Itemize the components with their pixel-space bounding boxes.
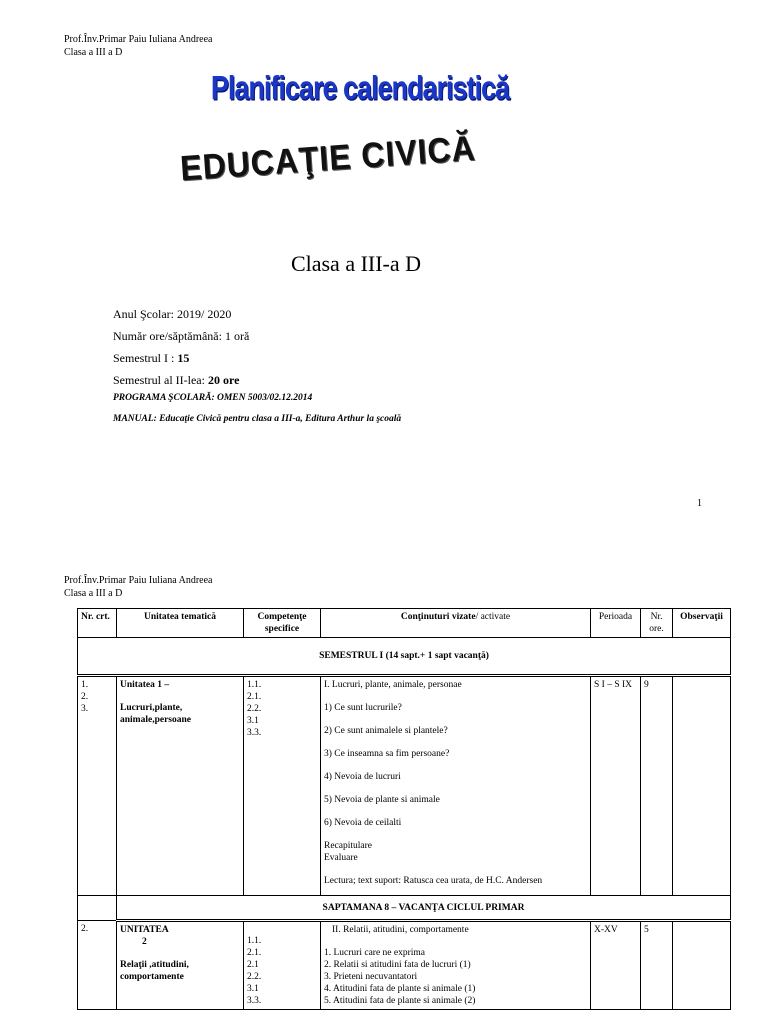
header-period: Perioada	[591, 609, 641, 638]
header-competences: Competenţe specifice	[244, 609, 321, 638]
class-name: Clasa a III a D	[64, 588, 123, 599]
row1-competences: 1.1. 2.1. 2.2. 3.1 3.3.	[244, 676, 321, 896]
document-title: Planificare calendaristică	[210, 69, 510, 107]
row1-unit: Unitatea 1 – Lucruri,plante, animale,persoane	[117, 676, 244, 896]
row1-observations	[673, 676, 731, 896]
vacation-banner-row	[78, 896, 731, 921]
row2-period: X-XV	[591, 921, 641, 1010]
subject-title: EDUCAŢIE CIVICĂ	[178, 127, 477, 189]
semester-banner: SEMESTRUL I (14 sapt.+ 1 sapt vacanţă)	[78, 638, 731, 676]
table-row	[78, 921, 731, 1010]
author-name: Prof.Înv.Primar Paiu Iuliana Andreea	[64, 34, 213, 45]
page-number: 1	[697, 498, 702, 509]
author-name: Prof.Înv.Primar Paiu Iuliana Andreea	[64, 575, 213, 586]
header-contents: Conţinuturi vizate/ activate	[321, 609, 591, 638]
class-line: Clasa a III-a D	[290, 251, 422, 276]
header-observations: Observaţii	[673, 609, 731, 638]
row1-contents: I. Lucruri, plante, animale, personae 1) Ce sunt lucrurile? 2) Ce sunt animalele si plantele? 3) Ce inseamna sa fim persoane? 4) Nevoia de lucruri 5) Nevoia de plante si animale 6) Nevoia de ceilalti Recapitulare Evaluare Lectura; text suport: Ratusca cea urata, de H.C. Andersen	[321, 676, 591, 896]
row2-nr: 2.	[78, 921, 117, 1010]
row2-contents: II. Relatii, atitudini, comportamente 1. Lucruri care ne exprima 2. Relatii si atitudini fata de lucruri (1) 3. Prieteni necuvantatori 4. Atitudini fata de plante si animale (1) 5. Atitudini fata de plante si animale (2)	[321, 921, 591, 1010]
table-row	[78, 676, 731, 896]
row2-unit: UNITATEA 2 Relaţii ,atitudini, comportamente	[117, 921, 244, 1010]
hours-per-week: Număr ore/săptămână: 1 oră	[113, 329, 250, 343]
manual-info: MANUAL: Educaţie Civică pentru clasa a III-a, Editura Arthur la şcoală	[113, 414, 402, 424]
header-unit: Unitatea tematică	[117, 609, 244, 638]
class-name: Clasa a III a D	[64, 47, 123, 58]
header-hours: Nr. ore.	[641, 609, 673, 638]
row1-nr: 1. 2. 3.	[78, 676, 117, 896]
planning-table	[77, 608, 731, 1010]
programa-scolara: PROGRAMA ŞCOLARĂ: OMEN 5003/02.12.2014	[113, 393, 313, 403]
row2-observations	[673, 921, 731, 1010]
semester-2: Semestrul al II-lea: 20 ore	[113, 373, 240, 387]
page1-header	[64, 33, 212, 59]
semester-banner-row	[78, 638, 731, 676]
table-header-row	[78, 609, 731, 638]
vacation-banner: SAPTAMANA 8 – VACANŢA CICLUL PRIMAR	[117, 896, 731, 921]
row2-hours: 5	[641, 921, 673, 1010]
header-nr: Nr. crt.	[78, 609, 117, 638]
page2-header	[64, 574, 212, 600]
row2-competences: 1.1. 2.1. 2.1 2.2. 3.1 3.3.	[244, 921, 321, 1010]
row1-period: S I – S IX	[591, 676, 641, 896]
semester-1: Semestrul I : 15	[113, 351, 190, 365]
school-year: Anul Şcolar: 2019/ 2020	[113, 307, 232, 321]
row1-hours: 9	[641, 676, 673, 896]
